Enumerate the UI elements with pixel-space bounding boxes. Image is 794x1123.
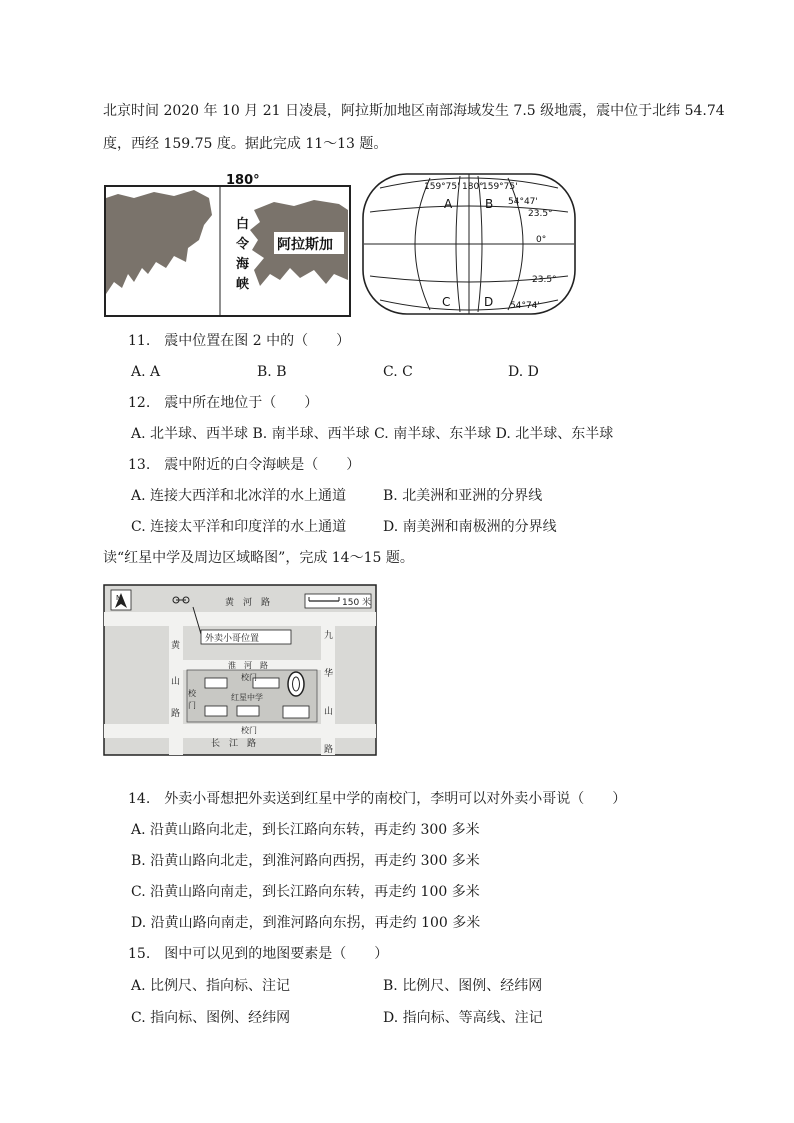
q13-stem: 13. 震中附近的白令海峡是（ ） [128, 457, 361, 473]
q14-option-c: C. 沿黄山路向南走，到长江路向东转，再走约 100 多米 [131, 884, 480, 900]
scale-label: 150 米 [342, 598, 372, 608]
alaska-label: 阿拉斯加 [277, 237, 333, 253]
gate-west-2: 门 [188, 701, 196, 710]
q15-option-c: C. 指向标、图例、经纬网 [131, 1010, 291, 1026]
q13-option-a: A. 连接大西洋和北冰洋的水上通道 [131, 488, 347, 504]
intro2: 读“红星中学及周边区域略图”，完成 14～15 题。 [103, 550, 414, 566]
lat-label-54s: 54°74' [510, 301, 540, 311]
point-b: B [485, 197, 494, 211]
road-label-huangshan-2: 山 [171, 677, 181, 687]
gate-north: 校门 [241, 673, 257, 682]
label-180: 180° [226, 173, 260, 188]
lon-label-left: 159°75' [424, 182, 460, 192]
intro-line-2: 度，西经 159.75 度。据此完成 11～13 题。 [103, 136, 388, 152]
lon-label-mid: 180° [462, 182, 484, 192]
road-label-changjiang: 长 江 路 [211, 739, 257, 749]
q11-option-d: D. D [508, 364, 539, 380]
intro-line-1: 北京时间 2020 年 10 月 21 日凌晨，阿拉斯加地区南部海域发生 7.5 级地震，震中位于北纬 54.74 [103, 103, 725, 119]
q15-option-d: D. 指向标、等高线、注记 [383, 1010, 543, 1026]
strait-char-1: 白 [236, 217, 250, 232]
q15-option-a: A. 比例尺、指向标、注记 [131, 978, 291, 994]
q15-option-b: B. 比例尺、图例、经纬网 [383, 978, 543, 994]
strait-char-4: 峡 [236, 277, 250, 292]
building-5 [283, 706, 309, 718]
road-label-huangshan-3: 路 [171, 709, 181, 719]
q12-stem: 12. 震中所在地位于（ ） [128, 395, 319, 411]
strait-char-3: 海 [236, 257, 250, 272]
road-label-huanghe: 黄 河 路 [225, 598, 271, 608]
lat-label-235n: 23.5° [528, 209, 553, 219]
q15-stem: 15. 图中可以见到的地图要素是（ ） [128, 946, 389, 962]
q14-option-a: A. 沿黄山路向北走，到长江路向东转，再走约 300 多米 [131, 822, 480, 838]
road-label-jiuhua-3: 山 [324, 707, 334, 717]
road-label-jiuhua-4: 路 [324, 745, 334, 755]
q13-option-d: D. 南美洲和南极洲的分界线 [383, 519, 557, 535]
bering-strait-map [104, 170, 352, 318]
lat-long-grid [360, 170, 580, 318]
building-3 [205, 706, 227, 716]
q11-stem: 11. 震中位置在图 2 中的（ ） [128, 333, 351, 349]
gate-west-1: 校 [188, 689, 196, 698]
road-label-jiuhua-2: 华 [324, 669, 334, 679]
q13-option-b: B. 北美洲和亚洲的分界线 [383, 488, 543, 504]
road-huanghe [104, 612, 376, 626]
building-4 [237, 706, 259, 716]
road-label-huaihe: 淮 河 路 [228, 661, 268, 670]
q14-option-b: B. 沿黄山路向北走，到淮河路向西拐，再走约 300 多米 [131, 853, 480, 869]
road-label-huangshan-1: 黄 [171, 641, 181, 651]
lat-label-0: 0° [536, 235, 547, 245]
road-changjiang [104, 724, 376, 738]
q14-stem: 14. 外卖小哥想把外卖送到红星中学的南校门，李明可以对外卖小哥说（ ） [128, 791, 627, 807]
north-label: N [116, 594, 122, 602]
q11-option-c: C. C [383, 364, 413, 380]
q11-option-a: A. A [131, 364, 161, 380]
point-c: C [442, 295, 451, 309]
point-a: A [444, 197, 453, 211]
school-label: 红星中学 [231, 693, 263, 702]
sports-field [288, 672, 304, 696]
lon-label-right: 159°75' [482, 182, 518, 192]
q14-option-d: D. 沿黄山路向南走，到淮河路向东拐，再走约 100 多米 [131, 915, 481, 931]
building-1 [205, 678, 227, 688]
lat-label-54n: 54°47' [508, 197, 538, 207]
strait-char-2: 令 [236, 237, 250, 252]
school-area-map [103, 584, 378, 756]
gate-south: 校门 [241, 726, 257, 735]
road-label-jiuhua-1: 九 [324, 631, 334, 641]
lat-label-235s: 23.5° [532, 275, 557, 285]
point-d: D [484, 295, 494, 309]
q11-option-b: B. B [257, 364, 287, 380]
delivery-label: 外卖小哥位置 [205, 634, 260, 644]
q13-option-c: C. 连接太平洋和印度洋的水上通道 [131, 519, 347, 535]
q12-options: A. 北半球、西半球 B. 南半球、西半球 C. 南半球、东半球 D. 北半球、东半球 [131, 426, 614, 442]
